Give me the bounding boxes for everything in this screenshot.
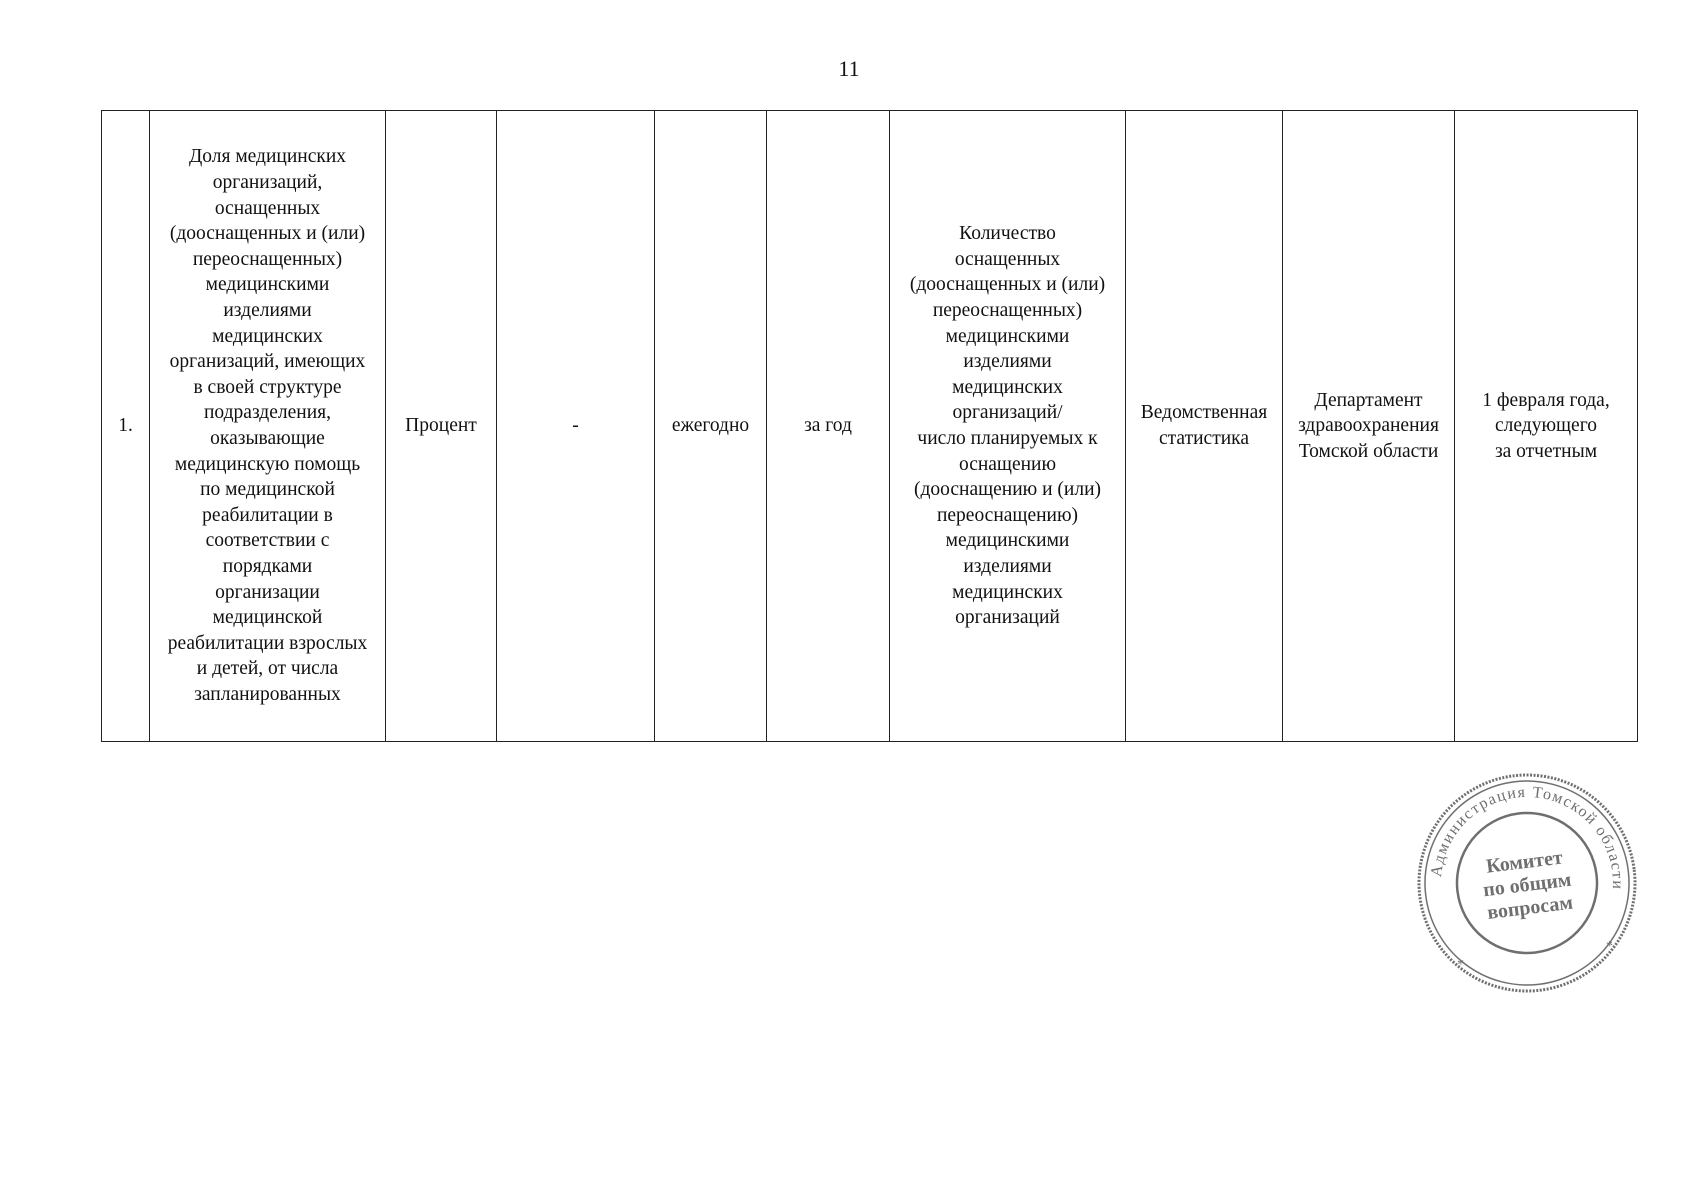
- stamp-star-icon: *: [1605, 939, 1615, 955]
- deadline-cell: 1 февраля года, следующего за отчетным: [1455, 111, 1638, 742]
- row-index-cell: 1.: [102, 111, 150, 742]
- stamp-ring-text: Администрация Томской области: [1428, 783, 1627, 891]
- page-number: 11: [838, 56, 860, 81]
- stamp-star-icon: *: [1456, 957, 1466, 974]
- official-stamp: [1401, 757, 1653, 1009]
- stamp-line-3: вопросам: [1485, 891, 1575, 924]
- period-cell: за год: [767, 111, 890, 742]
- indicator-table: [101, 110, 1638, 742]
- stamp-line-1: Комитет: [1484, 846, 1564, 878]
- frequency-cell: ежегодно: [655, 111, 767, 742]
- responsible-cell: Департамент здравоохранения Томской области: [1283, 111, 1455, 742]
- stamp-seal-icon: [1401, 757, 1653, 1009]
- value-cell: -: [497, 111, 655, 742]
- unit-cell: Процент: [386, 111, 497, 742]
- indicator-name-cell: Доля медицинских организаций, оснащенных (дооснащенных и (или) переоснащенных) медицинскими изделиями медицинских организаций, имеющих в своей структуре подразделения, оказывающие медицинскую помощь по медицинской реабилитации в соответствии с порядками организации медицинской реабилитации взрослых и детей, от числа запланированных: [150, 111, 386, 742]
- formula-cell: Количество оснащенных (дооснащенных и (или) переоснащенных) медицинскими изделиями медицинских организаций/ число планируемых к оснащению (дооснащению и (или) переоснащению) медицинскими изделиями медицинских организаций: [890, 111, 1126, 742]
- source-cell: Ведомственная статистика: [1126, 111, 1283, 742]
- stamp-line-2: по общим: [1481, 868, 1573, 902]
- table-row: [102, 111, 1638, 742]
